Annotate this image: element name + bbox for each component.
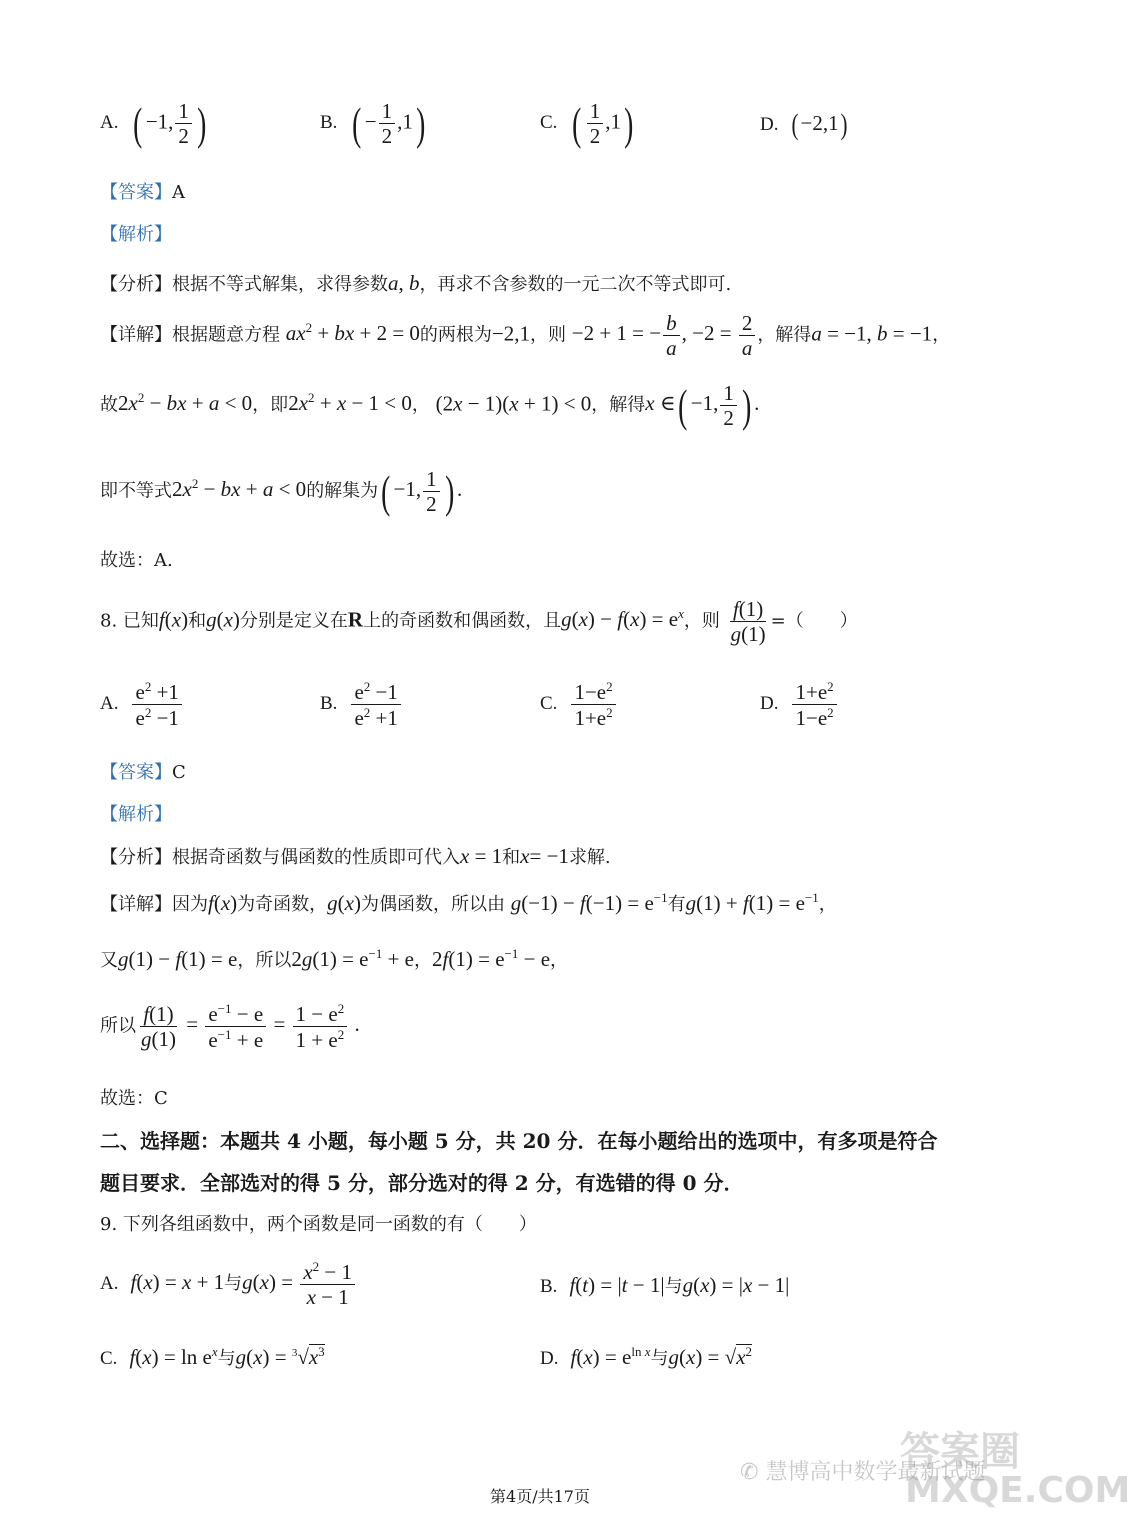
detail-text: ，所以 [237, 950, 292, 971]
watermark-text [740, 1455, 985, 1486]
answer-value: C [172, 762, 186, 783]
conjunction: 与 [664, 1276, 683, 1297]
page-footer: 第4页/共17页 [490, 1487, 590, 1506]
q8-detail-line1: 【详解】因为f(x)为奇函数，g(x)为偶函数，所以由 $g(-1) - f(-1) = e^{-1}$有$g(1) + f(1) = e^{-1}$， [100, 890, 837, 915]
watermark-label: 慧博高中数学最新试题 [765, 1460, 986, 1485]
conjunction: 与 [650, 1348, 669, 1369]
q8-option-b: B. $\frac{e^2 -1}{e^2 +1}$ [320, 680, 403, 729]
q9-option-d: D. $f(x) = e^{ln x}$与$g(x) = √x^2$ [540, 1344, 753, 1369]
detail-text: 因为 [172, 894, 208, 915]
detail-text: 又 [100, 950, 118, 971]
q8-detail-line2: 又g(1) − f(1) = e，所以$2g(1) = e^{-1} + e$，$2f(1) = e^{-1} - e$， [100, 946, 569, 971]
detail-text: ，则 [530, 324, 567, 346]
detail-text: 所以 [100, 1015, 136, 1037]
q7-detail-line2: 故$2x^2$ − bx + a < 0，即$2x^2 + x - 1 < 0$， (2x − 1)(x + 1) < 0，解得x ∈( −1, $\frac{1}{2}$ ) . [100, 379, 760, 431]
option-letter: C. [100, 1348, 118, 1369]
q9-option-a: A. f(x) = x + 1与g(x) = $\frac{x^2 - 1}{x - 1}$ [100, 1260, 357, 1308]
detail-text: 的两根为 [419, 324, 492, 346]
q8-option-d: D. $\frac{1+e^2}{1-e^2}$ [760, 680, 839, 729]
wechat-icon: ✆ [740, 1460, 766, 1485]
analysis-text: 求解. [568, 847, 611, 868]
option-letter: C. [540, 112, 558, 134]
stem-text: 分别是定义在 [239, 610, 348, 632]
watermark-logo: 答案圈 [900, 1429, 1020, 1475]
detail-text: 即不等式 [100, 480, 172, 502]
q9-option-b: B. f(t) = |t − 1|与g(x) = |x − 1| [540, 1273, 790, 1297]
option-letter: D. [760, 693, 779, 715]
option-letter: D. [760, 113, 779, 135]
q7-analysis: 【分析】根据不等式解集，求得参数a, b，再求不含参数的一元二次不等式即可. [100, 271, 732, 295]
stem-text: 已知 [122, 610, 159, 632]
q8-jiexi: 【解析】 [100, 804, 172, 825]
answer-blank: =（ ） [770, 610, 858, 632]
q7-answer [100, 178, 1020, 204]
analysis-text: 和 [502, 847, 521, 868]
conjunction: 与 [217, 1348, 236, 1369]
analysis-text: ，再求不含参数的一元二次不等式即可. [419, 274, 732, 295]
q8-detail-line3: 所以 $\frac{f(1)}{g(1)}$ = $\frac{e^{-1} - e}{e^{-1} + e}$ = $\frac{1 - e^2}{1 + e^2}$ . [100, 1001, 360, 1053]
watermark-site: MXQE.COM [905, 1470, 1130, 1511]
stem-text: 和 [188, 610, 207, 632]
stem-text: ，则 [683, 610, 720, 632]
option-letter: D. [540, 1348, 559, 1369]
section-heading-line1: 二、选择题：本题共 4 小题，每小题 5 分，共 20 分．在每小题给出的选项中，有多项是符合 [100, 1129, 938, 1153]
option-letter: A. [100, 112, 119, 134]
answer-tag: 【答案】 [100, 762, 172, 783]
q7-jiexi: 【解析】 [100, 224, 172, 245]
answer-tag: 【答案】 [100, 182, 172, 203]
option-letter: B. [540, 1276, 558, 1297]
q8-analysis: 【分析】根据奇函数与偶函数的性质即可代入x = 1和x= −1求解. [100, 844, 611, 868]
option-letter: A. [100, 693, 119, 715]
question-number: 8. [100, 610, 118, 632]
detail-text: ， [411, 394, 430, 416]
option-letter: B. [320, 693, 338, 715]
detail-text: 的解集为 [306, 480, 379, 502]
conjunction: 与 [224, 1272, 243, 1294]
q7-option-b: B. ( − $\frac{1}{2}$ ,1) [320, 97, 426, 149]
stem-text: 上的奇函数和偶函数，且 [363, 610, 562, 632]
detail-text: 为偶函数，所以由 [361, 894, 505, 915]
q8-answer [100, 758, 1020, 784]
q9-stem: 9. 下列各组函数中，两个函数是同一函数的有（ ） [100, 1214, 537, 1235]
detail-text: ，解得 [591, 394, 646, 416]
detail-text: 故 [100, 394, 118, 416]
q8-choose: 故选：C [100, 1088, 168, 1109]
q7-detail-line3: 即不等式$2x^2$ − bx + a < 0的解集为( −1, $\frac{1}{2}$ ) . [100, 465, 463, 517]
q8-option-c: C. $\frac{1-e^2}{1+e^2}$ [540, 680, 618, 729]
detail-text: 为奇函数， [237, 894, 328, 915]
q7-detail-line1: 【详解】根据题意方程 $ax^2$ + bx + 2 = 0的两根为−2,1，则 −2 + 1 = − $\frac{b}{a}$ , −2 = $\frac{2}{a}$ ，解得a = −1, b = −1， [100, 311, 951, 361]
analysis-text: 根据不等式解集，求得参数 [172, 274, 388, 295]
option-letter: B. [320, 112, 338, 134]
detail-text: 有 [667, 894, 686, 915]
analysis-tag: 【分析】 [100, 847, 172, 868]
detail-text: ，解得 [757, 324, 812, 346]
q8-option-a: A. $\frac{e^2 +1}{e^2 -1}$ [100, 680, 184, 729]
detail-tag: 【详解】 [100, 894, 172, 915]
detail-text: 根据题意方程 [172, 324, 280, 346]
option-letter: C. [540, 693, 558, 715]
answer-value: A [172, 182, 185, 203]
q7-option-a: A. ( −1, $\frac{1}{2}$ ) [100, 97, 207, 149]
detail-tag: 【详解】 [100, 324, 172, 346]
q8-stem: 8. 已知f(x)和g(x)分别是定义在R上的奇函数和偶函数，且$g(x) - f(x) = e^x$，则 $\frac{f(1)}{g(1)}$ =（ ） [100, 597, 858, 647]
q7-option-d: D. (−2,1) [760, 108, 848, 141]
option-letter: A. [100, 1272, 119, 1294]
analysis-text: 根据奇函数与偶函数的性质即可代入 [172, 847, 460, 868]
q7-choose: 故选：A. [100, 550, 173, 571]
analysis-tag: 【分析】 [100, 274, 172, 295]
detail-text: ，即 [252, 394, 289, 416]
q9-option-c: C. $f(x) = \ln e^x$与$g(x) = ^3√x^3$ [100, 1344, 325, 1369]
section-heading-line2: 题目要求．全部选对的得 5 分，部分选对的得 2 分，有选错的得 0 分． [100, 1171, 744, 1195]
q7-option-c: C. ( $\frac{1}{2}$ ,1) [540, 97, 634, 149]
